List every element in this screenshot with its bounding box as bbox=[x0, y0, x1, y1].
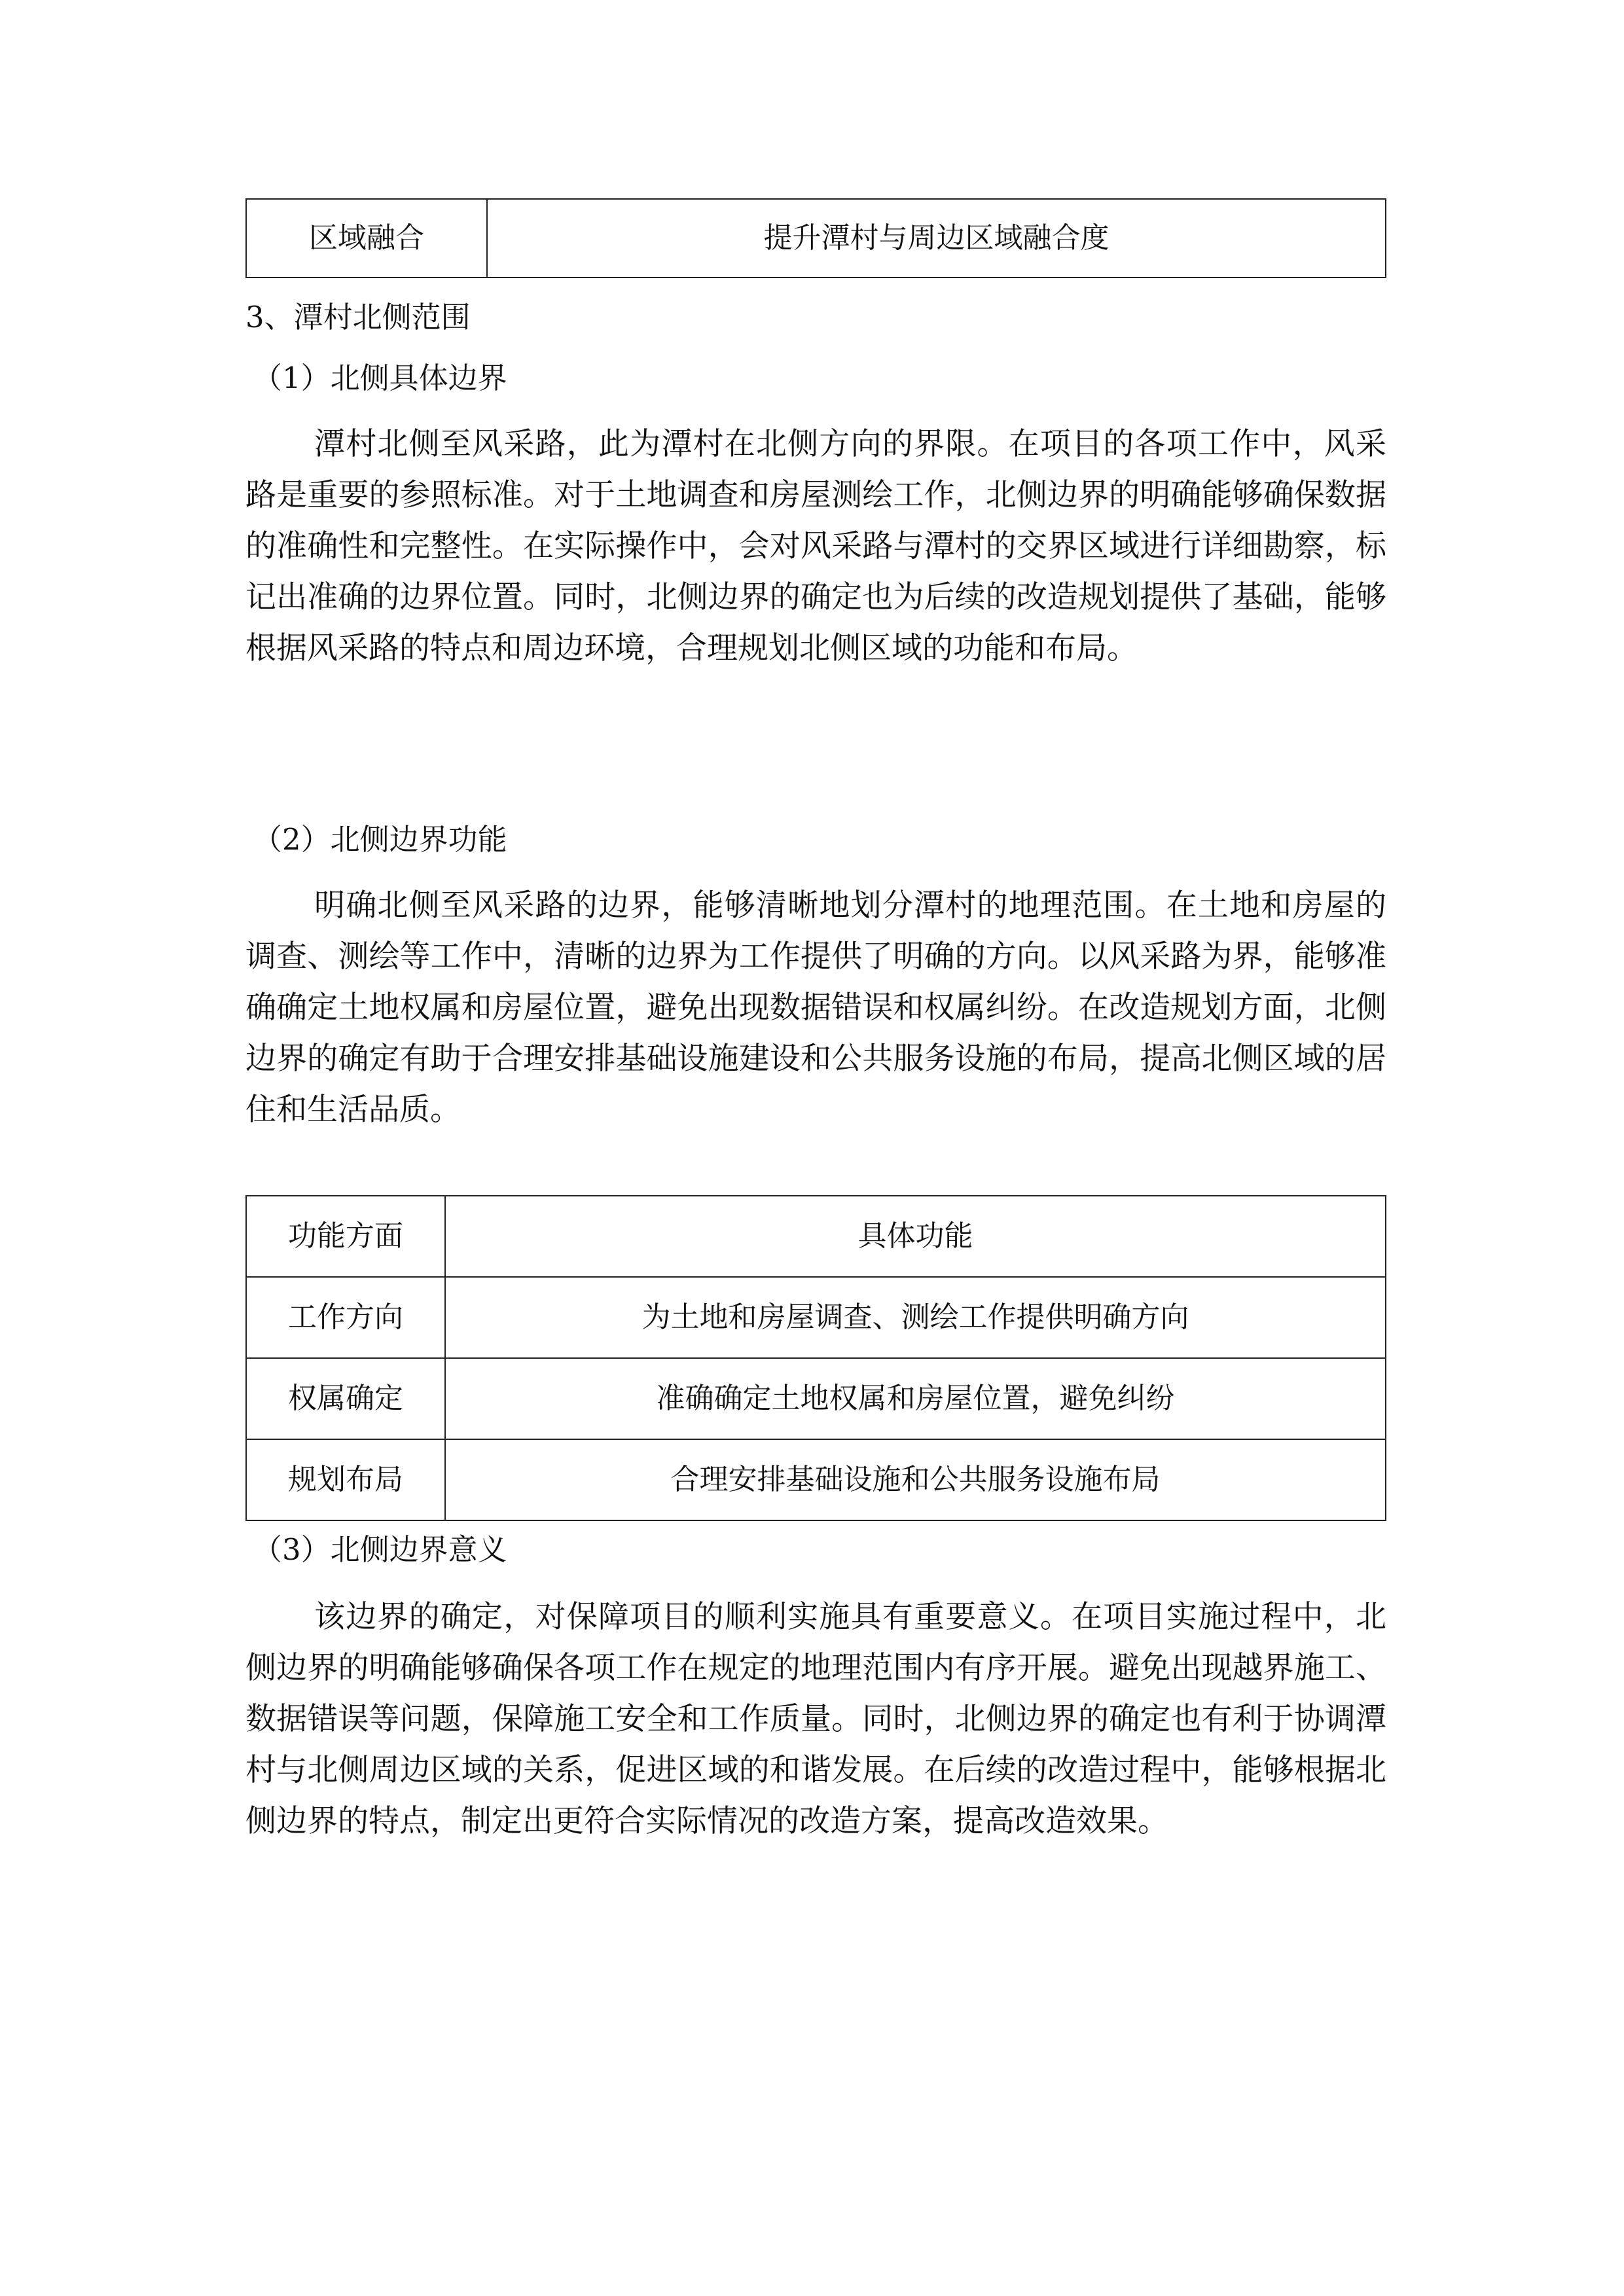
subsection-heading-2: （2）北侧边界功能 bbox=[253, 822, 507, 857]
subsection-heading-1: （1）北侧具体边界 bbox=[253, 361, 507, 395]
table-cell: 规划布局 bbox=[246, 1439, 445, 1520]
table-row bbox=[246, 1439, 1386, 1520]
paragraph-2: 明确北侧至风采路的边界，能够清晰地划分潭村的地理范围。在土地和房屋的调查、测绘等工作中，清晰的边界为工作提供了明确的方向。以风采路为界，能够准确确定土地权属和房屋位置，避免出现数据错误和权属纠纷。在改造规划方面，北侧边界的确定有助于合理安排基础设施建设和公共服务设施的布局，提高北侧区域的居住和生活品质。 bbox=[245, 888, 1386, 1128]
subsection-heading-3: （3）北侧边界意义 bbox=[253, 1532, 507, 1567]
table-cell: 区域融合 bbox=[246, 199, 487, 278]
top-table bbox=[245, 198, 1386, 278]
section-heading: 3、潭村北侧范围 bbox=[245, 300, 471, 334]
table-cell: 准确确定土地权属和房屋位置，避免纠纷 bbox=[445, 1358, 1386, 1439]
table-header-cell: 功能方面 bbox=[246, 1196, 445, 1277]
paragraph-3: 该边界的确定，对保障项目的顺利实施具有重要意义。在项目实施过程中，北侧边界的明确能够确保各项工作在规定的地理范围内有序开展。避免出现越界施工、数据错误等问题，保障施工安全和工作质量。同时，北侧边界的确定也有利于协调潭村与北侧周边区域的关系，促进区域的和谐发展。在后续的改造过程中，能够根据北侧边界的特点，制定出更符合实际情况的改造方案，提高改造效果。 bbox=[245, 1599, 1386, 1839]
table-cell: 权属确定 bbox=[246, 1358, 445, 1439]
table-header-cell: 具体功能 bbox=[445, 1196, 1386, 1277]
table-row bbox=[246, 1277, 1386, 1358]
table-cell: 合理安排基础设施和公共服务设施布局 bbox=[445, 1439, 1386, 1520]
table-cell: 为土地和房屋调查、测绘工作提供明确方向 bbox=[445, 1277, 1386, 1358]
table-header-row bbox=[246, 1196, 1386, 1277]
paragraph-1: 潭村北侧至风采路，此为潭村在北侧方向的界限。在项目的各项工作中，风采路是重要的参照标准。对于土地调查和房屋测绘工作，北侧边界的明确能够确保数据的准确性和完整性。在实际操作中，会对风采路与潭村的交界区域进行详细勘察，标记出准确的边界位置。同时，北侧边界的确定也为后续的改造规划提供了基础，能够根据风采路的特点和周边环境，合理规划北侧区域的功能和布局。 bbox=[245, 426, 1386, 666]
table-row bbox=[246, 199, 1386, 278]
table-cell: 提升潭村与周边区域融合度 bbox=[487, 199, 1386, 278]
table-row bbox=[246, 1358, 1386, 1439]
function-table bbox=[245, 1195, 1386, 1521]
table-cell: 工作方向 bbox=[246, 1277, 445, 1358]
